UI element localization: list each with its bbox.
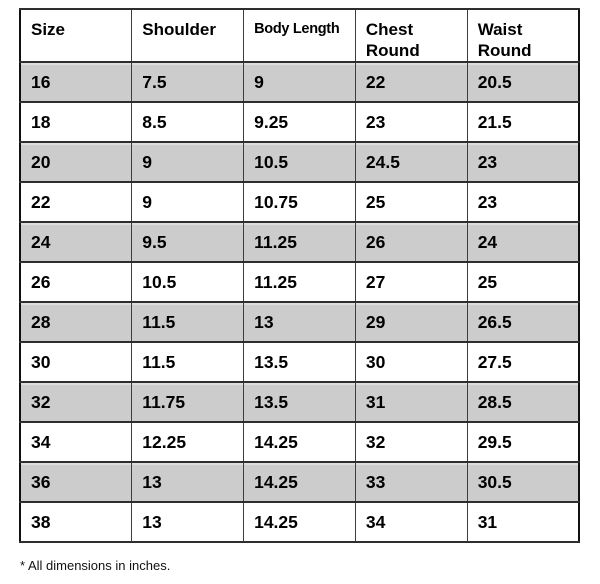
cell-waist-round: 20.5 <box>467 62 579 102</box>
table-row <box>20 102 579 142</box>
cell-body-length: 9 <box>244 62 356 102</box>
cell-body-length: 13 <box>244 302 356 342</box>
table-row <box>20 502 579 542</box>
cell-body-length: 14.25 <box>244 462 356 502</box>
cell-waist-round: 23 <box>467 182 579 222</box>
header-shoulder: Shoulder <box>132 9 244 62</box>
cell-size: 20 <box>20 142 132 182</box>
table-row <box>20 342 579 382</box>
table-row <box>20 462 579 502</box>
header-body-length: Body Length <box>244 9 356 62</box>
cell-chest-round: 26 <box>355 222 467 262</box>
cell-shoulder: 7.5 <box>132 62 244 102</box>
table-row <box>20 422 579 462</box>
cell-size: 30 <box>20 342 132 382</box>
cell-shoulder: 13 <box>132 502 244 542</box>
header-chest-round: Chest Round <box>355 9 467 62</box>
table-row <box>20 302 579 342</box>
cell-chest-round: 25 <box>355 182 467 222</box>
table-row <box>20 222 579 262</box>
cell-size: 26 <box>20 262 132 302</box>
cell-shoulder: 12.25 <box>132 422 244 462</box>
table-row <box>20 182 579 222</box>
cell-body-length: 13.5 <box>244 342 356 382</box>
cell-body-length: 11.25 <box>244 222 356 262</box>
cell-shoulder: 13 <box>132 462 244 502</box>
cell-body-length: 10.75 <box>244 182 356 222</box>
cell-chest-round: 23 <box>355 102 467 142</box>
cell-body-length: 14.25 <box>244 422 356 462</box>
table-header <box>20 9 579 62</box>
cell-chest-round: 29 <box>355 302 467 342</box>
cell-body-length: 11.25 <box>244 262 356 302</box>
cell-waist-round: 26.5 <box>467 302 579 342</box>
cell-body-length: 10.5 <box>244 142 356 182</box>
size-chart-table <box>19 8 580 543</box>
table-row <box>20 142 579 182</box>
cell-shoulder: 11.75 <box>132 382 244 422</box>
cell-size: 34 <box>20 422 132 462</box>
cell-chest-round: 33 <box>355 462 467 502</box>
cell-waist-round: 24 <box>467 222 579 262</box>
cell-chest-round: 27 <box>355 262 467 302</box>
cell-chest-round: 31 <box>355 382 467 422</box>
cell-shoulder: 11.5 <box>132 342 244 382</box>
header-size: Size <box>20 9 132 62</box>
cell-waist-round: 28.5 <box>467 382 579 422</box>
table-body <box>20 62 579 542</box>
header-row <box>20 9 579 62</box>
cell-chest-round: 30 <box>355 342 467 382</box>
cell-body-length: 13.5 <box>244 382 356 422</box>
cell-size: 36 <box>20 462 132 502</box>
cell-waist-round: 21.5 <box>467 102 579 142</box>
cell-waist-round: 30.5 <box>467 462 579 502</box>
cell-body-length: 14.25 <box>244 502 356 542</box>
header-waist-round: Waist Round <box>467 9 579 62</box>
cell-chest-round: 22 <box>355 62 467 102</box>
dimensions-footnote: * All dimensions in inches. <box>20 558 171 573</box>
table-row <box>20 262 579 302</box>
cell-waist-round: 27.5 <box>467 342 579 382</box>
cell-waist-round: 29.5 <box>467 422 579 462</box>
cell-size: 18 <box>20 102 132 142</box>
cell-size: 22 <box>20 182 132 222</box>
cell-size: 38 <box>20 502 132 542</box>
cell-size: 24 <box>20 222 132 262</box>
cell-chest-round: 34 <box>355 502 467 542</box>
cell-chest-round: 24.5 <box>355 142 467 182</box>
cell-size: 28 <box>20 302 132 342</box>
cell-shoulder: 9 <box>132 182 244 222</box>
cell-waist-round: 31 <box>467 502 579 542</box>
cell-chest-round: 32 <box>355 422 467 462</box>
cell-body-length: 9.25 <box>244 102 356 142</box>
cell-shoulder: 11.5 <box>132 302 244 342</box>
cell-shoulder: 8.5 <box>132 102 244 142</box>
cell-shoulder: 9.5 <box>132 222 244 262</box>
cell-waist-round: 23 <box>467 142 579 182</box>
cell-size: 16 <box>20 62 132 102</box>
cell-waist-round: 25 <box>467 262 579 302</box>
cell-size: 32 <box>20 382 132 422</box>
table-row <box>20 382 579 422</box>
cell-shoulder: 9 <box>132 142 244 182</box>
cell-shoulder: 10.5 <box>132 262 244 302</box>
table-row <box>20 62 579 102</box>
